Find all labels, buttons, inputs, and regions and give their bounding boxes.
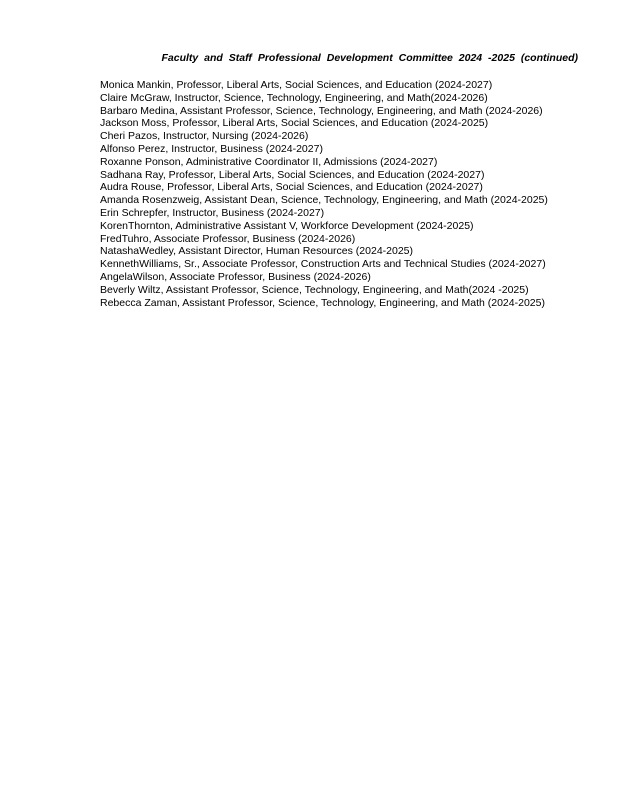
list-item: Sadhana Ray, Professor, Liberal Arts, Social Sciences, and Education (2024-2027)	[100, 168, 485, 181]
list-item: KennethWilliams, Sr., Associate Professor, Construction Arts and Technical Studies (2024-2027)	[100, 258, 546, 271]
list-item: Audra Rouse, Professor, Liberal Arts, Social Sciences, and Education (2024-2027)	[100, 181, 483, 194]
list-item: Roxanne Ponson, Administrative Coordinator II, Admissions (2024-2027)	[100, 155, 438, 168]
list-item: Rebecca Zaman, Assistant Professor, Science, Technology, Engineering, and Math (2024-2025)	[100, 296, 545, 309]
list-item: Monica Mankin, Professor, Liberal Arts, Social Sciences, and Education (2024-2027)	[100, 79, 493, 91]
list-item: Jackson Moss, Professor, Liberal Arts, Social Sciences, and Education (2024-2025)	[100, 117, 489, 130]
list-item: Amanda Rosenzweig, Assistant Dean, Science, Technology, Engineering, and Math (2024-2025)	[100, 194, 548, 207]
list-item: Beverly Wiltz, Assistant Professor, Science, Technology, Engineering, and Math(2024 -2025)	[100, 283, 529, 296]
list-item: Alfonso Perez, Instructor, Business (2024-2027)	[100, 142, 323, 155]
list-item: Barbaro Medina, Assistant Professor, Science, Technology, Engineering, and Math (2024-2026)	[100, 104, 543, 117]
list-item: Claire McGraw, Instructor, Science, Technology, Engineering, and Math(2024-2026)	[100, 91, 488, 104]
list-item: Erin Schrepfer, Instructor, Business (2024-2027)	[100, 206, 325, 219]
list-item: NatashaWedley, Assistant Director, Human Resources (2024-2025)	[100, 245, 414, 258]
list-item: FredTuhro, Associate Professor, Business (2024-2026)	[100, 232, 356, 245]
page-header: Faculty and Staff Professional Development Committee 2024 -2025 (continued)	[161, 52, 578, 64]
list-item: AngelaWilson, Associate Professor, Business (2024-2026)	[100, 270, 371, 283]
member-list	[100, 79, 590, 309]
list-item: KorenThornton, Administrative Assistant V, Workforce Development (2024-2025)	[100, 219, 474, 232]
list-item: Cheri Pazos, Instructor, Nursing (2024-2026)	[100, 130, 309, 143]
